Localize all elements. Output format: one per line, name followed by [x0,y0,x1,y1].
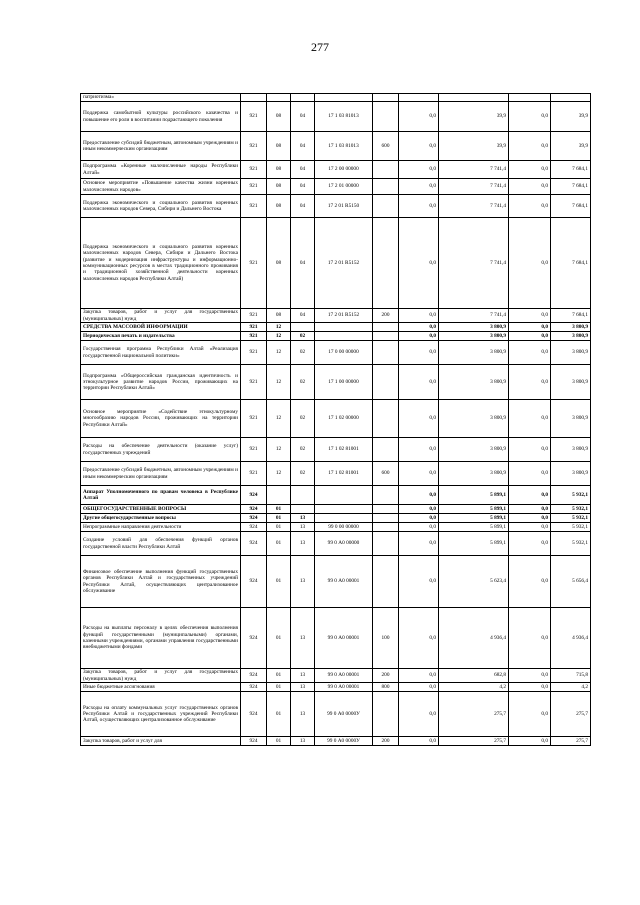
admin-code [241,94,267,102]
target-code: 99 0 А0 0000У [315,737,373,746]
value-1: 0,0 [399,438,439,462]
value-1: 0,0 [399,309,439,323]
value-3: 0,0 [509,505,551,514]
expense-type: 100 [373,608,399,669]
subsection-code: 02 [291,341,315,365]
row-name: Поддержка экономического и социального развития коренных малочисленных народов Севера, Сибири и Дальнего Востока [81,195,241,218]
value-2: 5 899,1 [439,505,509,514]
row-name: Непрограммные направления деятельности [81,523,241,532]
table-row [81,532,591,556]
target-code [315,94,373,102]
section-code: 08 [267,179,291,195]
value-2: 7 741,4 [439,179,509,195]
section-code: 08 [267,195,291,218]
subsection-code [291,94,315,102]
section-code: 01 [267,514,291,523]
value-1: 0,0 [399,102,439,132]
value-1: 0,0 [399,683,439,692]
value-1: 0,0 [399,692,439,737]
value-4: 275,7 [551,737,591,746]
expense-type [373,692,399,737]
target-code: 17 1 03 81013 [315,102,373,132]
subsection-code [291,505,315,514]
row-name: Подпрограмма «Общероссийская гражданская идентичность и этнокультурное развитие народов России, проживающих на территории Республики Алтай» [81,365,241,400]
value-1: 0,0 [399,323,439,332]
value-4: 7 684,1 [551,161,591,179]
value-1: 0,0 [399,161,439,179]
target-code: 17 2 00 00000 [315,161,373,179]
value-4: 3 800,9 [551,323,591,332]
subsection-code: 04 [291,132,315,161]
expense-type [373,400,399,438]
section-code: 01 [267,505,291,514]
target-code [315,332,373,341]
target-code [315,514,373,523]
target-code: 17 2 01 R5152 [315,218,373,309]
section-code: 12 [267,400,291,438]
expense-type [373,341,399,365]
target-code: 99 0 А0 00001 [315,608,373,669]
table-row [81,365,591,400]
admin-code: 921 [241,323,267,332]
subsection-code: 13 [291,532,315,556]
table-row [81,692,591,737]
row-name: Аппарат Уполномоченного по правам человека в Республике Алтай [81,486,241,505]
expense-type: 600 [373,462,399,486]
value-4: 39,9 [551,102,591,132]
value-2: 5 623,4 [439,556,509,608]
section-code: 01 [267,669,291,683]
target-code: 99 0 А0 00001 [315,556,373,608]
table-row [81,514,591,523]
section-code: 08 [267,132,291,161]
value-1: 0,0 [399,332,439,341]
row-name: Иные бюджетные ассигнования [81,683,241,692]
page-number: 277 [311,40,329,54]
value-3: 0,0 [509,332,551,341]
value-1: 0,0 [399,365,439,400]
value-2: 5 899,1 [439,486,509,505]
target-code: 17 0 00 00000 [315,341,373,365]
admin-code: 921 [241,218,267,309]
section-code: 12 [267,341,291,365]
admin-code: 924 [241,692,267,737]
table-row [81,608,591,669]
value-2: 275,7 [439,737,509,746]
expense-type [373,438,399,462]
section-code: 01 [267,692,291,737]
value-1: 0,0 [399,669,439,683]
value-3 [509,94,551,102]
row-name: Поддержка самобытной культуры российского казачества и повышение его роли в воспитании подрастающего поколения [81,102,241,132]
expense-type [373,218,399,309]
target-code: 17 1 02 81001 [315,438,373,462]
expense-type: 800 [373,683,399,692]
row-name: патриотизма» [81,94,241,102]
value-2: 39,9 [439,102,509,132]
subsection-code: 13 [291,737,315,746]
value-3: 0,0 [509,323,551,332]
expense-type: 600 [373,132,399,161]
section-code [267,486,291,505]
admin-code: 921 [241,161,267,179]
value-4: 3 800,9 [551,400,591,438]
admin-code: 921 [241,341,267,365]
table-row [81,102,591,132]
table-row [81,400,591,438]
value-2: 3 800,9 [439,341,509,365]
value-4: 3 800,9 [551,462,591,486]
value-2: 39,9 [439,132,509,161]
admin-code: 924 [241,505,267,514]
value-1: 0,0 [399,737,439,746]
value-4: 5 932,1 [551,532,591,556]
subsection-code: 02 [291,365,315,400]
value-4: 3 800,9 [551,332,591,341]
value-2: 3 800,9 [439,332,509,341]
table-row [81,556,591,608]
value-4: 7 684,1 [551,218,591,309]
value-4: 5 932,1 [551,486,591,505]
expense-type [373,556,399,608]
value-4 [551,94,591,102]
target-code: 99 0 А0 0000У [315,692,373,737]
admin-code: 924 [241,737,267,746]
subsection-code: 13 [291,669,315,683]
admin-code: 921 [241,102,267,132]
value-3: 0,0 [509,692,551,737]
row-name: Другие общегосударственные вопросы [81,514,241,523]
target-code [315,323,373,332]
value-4: 7 684,1 [551,179,591,195]
value-1: 0,0 [399,532,439,556]
value-4: 5 932,1 [551,523,591,532]
value-2: 275,7 [439,692,509,737]
target-code: 17 1 02 81001 [315,462,373,486]
value-1: 0,0 [399,523,439,532]
value-2: 3 800,9 [439,365,509,400]
value-4: 5 932,1 [551,505,591,514]
admin-code: 924 [241,608,267,669]
table-row [81,505,591,514]
admin-code: 921 [241,400,267,438]
value-1: 0,0 [399,341,439,365]
row-name: Основное мероприятие «Повышение качества жизни коренных малочисленных народов» [81,179,241,195]
value-2 [439,94,509,102]
row-name: ОБЩЕГОСУДАРСТВЕННЫЕ ВОПРОСЫ [81,505,241,514]
value-1: 0,0 [399,218,439,309]
expense-type: 200 [373,309,399,323]
admin-code: 921 [241,195,267,218]
value-2: 4 936,4 [439,608,509,669]
value-1: 0,0 [399,505,439,514]
value-1: 0,0 [399,400,439,438]
value-3: 0,0 [509,669,551,683]
subsection-code: 02 [291,462,315,486]
target-code [315,505,373,514]
value-1: 0,0 [399,195,439,218]
subsection-code: 02 [291,332,315,341]
value-4: 3 800,9 [551,438,591,462]
admin-code: 921 [241,309,267,323]
admin-code: 921 [241,365,267,400]
table-row [81,218,591,309]
section-code: 12 [267,462,291,486]
value-4: 39,9 [551,132,591,161]
row-name: Расходы на обеспечение деятельности (оказание услуг) государственных учреждений [81,438,241,462]
section-code: 12 [267,332,291,341]
row-name: Закупка товаров, работ и услуг для [81,737,241,746]
section-code: 01 [267,532,291,556]
section-code: 08 [267,218,291,309]
table-row [81,94,591,102]
value-3: 0,0 [509,365,551,400]
value-2: 682,8 [439,669,509,683]
subsection-code: 13 [291,608,315,669]
value-4: 5 932,1 [551,514,591,523]
value-2: 5 899,1 [439,523,509,532]
table-row [81,323,591,332]
table-row [81,341,591,365]
value-4: 4,2 [551,683,591,692]
row-name: Создание условий для обеспечения функций органов государственной власти Республики Алтай [81,532,241,556]
expense-type [373,532,399,556]
subsection-code: 13 [291,514,315,523]
row-name: Предоставление субсидий бюджетным, автономным учреждениям и иным некоммерческим организациям [81,462,241,486]
row-name: Периодическая печать и издательства [81,332,241,341]
admin-code: 921 [241,179,267,195]
value-3: 0,0 [509,195,551,218]
value-3: 0,0 [509,683,551,692]
value-3: 0,0 [509,514,551,523]
table-row [81,132,591,161]
value-2: 3 800,9 [439,462,509,486]
value-2: 7 741,4 [439,309,509,323]
table-row [81,462,591,486]
value-4: 3 800,9 [551,341,591,365]
admin-code: 924 [241,556,267,608]
row-name: СРЕДСТВА МАССОВОЙ ИНФОРМАЦИИ [81,323,241,332]
table-row [81,179,591,195]
table-row [81,669,591,683]
admin-code: 924 [241,523,267,532]
admin-code: 924 [241,514,267,523]
subsection-code: 04 [291,179,315,195]
expense-type [373,161,399,179]
expense-type [373,505,399,514]
value-4: 7 684,1 [551,195,591,218]
value-2: 3 800,9 [439,323,509,332]
table-row [81,737,591,746]
subsection-code: 04 [291,309,315,323]
expense-type [373,323,399,332]
table-row [81,683,591,692]
value-3: 0,0 [509,523,551,532]
section-code: 01 [267,523,291,532]
value-3: 0,0 [509,132,551,161]
table-row [81,486,591,505]
value-4: 5 656,4 [551,556,591,608]
value-1: 0,0 [399,514,439,523]
section-code: 01 [267,608,291,669]
subsection-code: 04 [291,161,315,179]
value-3: 0,0 [509,102,551,132]
section-code: 08 [267,102,291,132]
value-3: 0,0 [509,608,551,669]
value-1: 0,0 [399,486,439,505]
expense-type [373,195,399,218]
section-code: 01 [267,556,291,608]
subsection-code: 02 [291,438,315,462]
value-1: 0,0 [399,608,439,669]
admin-code: 924 [241,532,267,556]
row-name: Расходы на оплату коммунальных услуг государственных органов Республики Алтай и государственных учреждений Республики Алтай, осуществляющих централизованное обслуживание [81,692,241,737]
value-3: 0,0 [509,438,551,462]
target-code: 99 0 А0 00000 [315,532,373,556]
subsection-code: 13 [291,556,315,608]
subsection-code: 04 [291,195,315,218]
value-1: 0,0 [399,132,439,161]
admin-code: 921 [241,462,267,486]
target-code: 99 0 00 00000 [315,523,373,532]
section-code: 01 [267,737,291,746]
expense-type [373,179,399,195]
value-2: 3 800,9 [439,438,509,462]
expense-type [373,365,399,400]
value-1 [399,94,439,102]
admin-code: 924 [241,683,267,692]
section-code: 08 [267,309,291,323]
subsection-code [291,486,315,505]
value-2: 7 741,4 [439,195,509,218]
row-name: Подпрограмма «Коренные малочисленные народы Республики Алтай» [81,161,241,179]
row-name: Основное мероприятие «Содействие этнокультурному многообразию народов России, проживающих на территории Республики Алтай» [81,400,241,438]
value-3: 0,0 [509,400,551,438]
value-2: 7 741,4 [439,218,509,309]
value-4: 3 800,9 [551,365,591,400]
value-3: 0,0 [509,179,551,195]
value-4: 7 684,1 [551,309,591,323]
admin-code: 921 [241,438,267,462]
value-3: 0,0 [509,462,551,486]
target-code: 99 0 А0 00001 [315,669,373,683]
expense-type [373,102,399,132]
expense-type [373,523,399,532]
admin-code: 921 [241,132,267,161]
subsection-code: 02 [291,400,315,438]
subsection-code: 13 [291,692,315,737]
value-4: 4 936,4 [551,608,591,669]
value-3: 0,0 [509,532,551,556]
value-3: 0,0 [509,341,551,365]
value-4: 275,7 [551,692,591,737]
target-code: 99 0 А0 00001 [315,683,373,692]
target-code: 17 1 00 00000 [315,365,373,400]
section-code: 12 [267,323,291,332]
target-code: 17 2 01 R5150 [315,195,373,218]
subsection-code: 04 [291,218,315,309]
row-name: Закупка товаров, работ и услуг для государственных (муниципальных) нужд [81,309,241,323]
value-3: 0,0 [509,486,551,505]
row-name: Поддержка экономического и социального развития коренных малочисленных народов Севера, Сибири и Дальнего Востока (развитие и модернизация инфраструктуры и информационно-коммуникационных ресурсов в местах традиционного проживания и традиционной хозяйственной деятельности коренных малочисленных народов Республики Алтай) [81,218,241,309]
expense-type [373,514,399,523]
value-2: 5 899,1 [439,532,509,556]
row-name: Предоставление субсидий бюджетным, автономным учреждениям и иным некоммерческим организациям [81,132,241,161]
value-3: 0,0 [509,161,551,179]
value-2: 7 741,4 [439,161,509,179]
subsection-code: 13 [291,523,315,532]
target-code: 17 2 01 00000 [315,179,373,195]
table-row [81,161,591,179]
section-code [267,94,291,102]
row-name: Расходы на выплаты персоналу в целях обеспечения выполнения функций государственными (муниципальными) органами, казенными учреждениями, органами управления государственными внебюджетными фондами [81,608,241,669]
value-1: 0,0 [399,179,439,195]
expense-type [373,94,399,102]
value-3: 0,0 [509,737,551,746]
value-4: 715,8 [551,669,591,683]
value-1: 0,0 [399,556,439,608]
value-3: 0,0 [509,218,551,309]
table-row [81,438,591,462]
row-name: Государственная программа Республики Алтай «Реализация государственной национальной политики» [81,341,241,365]
value-2: 4,2 [439,683,509,692]
table-row [81,332,591,341]
table-row [81,195,591,218]
row-name: Финансовое обеспечение выполнения функций государственных органов Республики Алтай и государственных учреждений Республики Алтай, осуществляющих централизованное обслуживание [81,556,241,608]
target-code [315,486,373,505]
section-code: 08 [267,161,291,179]
table-row [81,523,591,532]
subsection-code: 13 [291,683,315,692]
section-code: 12 [267,438,291,462]
expense-type: 200 [373,737,399,746]
admin-code: 924 [241,669,267,683]
budget-table [80,93,591,746]
subsection-code: 04 [291,102,315,132]
expense-type [373,332,399,341]
expense-type [373,486,399,505]
section-code: 12 [267,365,291,400]
subsection-code [291,323,315,332]
value-3: 0,0 [509,556,551,608]
admin-code: 924 [241,486,267,505]
admin-code: 921 [241,332,267,341]
table-row [81,309,591,323]
target-code: 17 1 03 81013 [315,132,373,161]
target-code: 17 2 01 R5152 [315,309,373,323]
row-name: Закупка товаров, работ и услуг для государственных (муниципальных) нужд [81,669,241,683]
value-2: 3 800,9 [439,400,509,438]
value-2: 5 899,1 [439,514,509,523]
value-3: 0,0 [509,309,551,323]
target-code: 17 1 02 00000 [315,400,373,438]
value-1: 0,0 [399,462,439,486]
section-code: 01 [267,683,291,692]
expense-type: 200 [373,669,399,683]
